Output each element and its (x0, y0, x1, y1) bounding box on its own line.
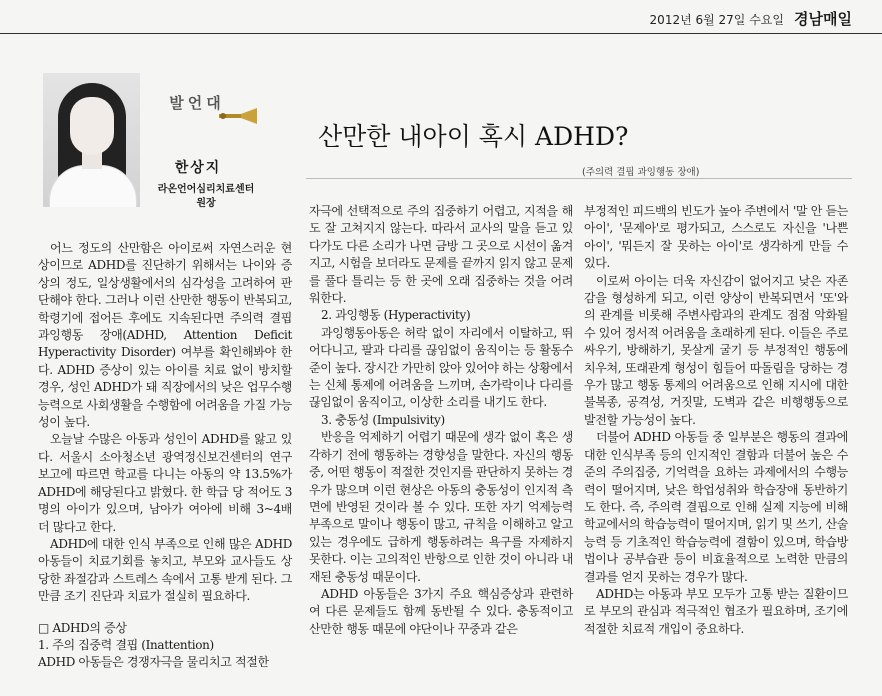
section-heading: □ ADHD의 증상 (38, 620, 127, 635)
paragraph: 더불어 ADHD 아동들 중 일부분은 행동의 결과에 대한 인식부족 등의 인지적인 결함과 더불어 높은 수준의 주의집중, 기억력을 요하는 과제에서의 수행능력이 떨어지며, 낮은 학업성취와 학습장애 동반하기도 한다. 즉, 주의력 결핍으로 인해 실제 지능에 비해 학교에서의 학습능력이 떨어지며, 읽기 및 쓰기, 산술능력 등 기초적인 학습능력에 결함이 있으며, 학습방법이나 공부습관 등이 비효율적으로 노력한 만큼의 결과를 얻지 못하는 경우가 많다. (584, 430, 848, 584)
headline-divider (306, 178, 852, 179)
paragraph: 이로써 아이는 더욱 자신감이 없어지고 낮은 자존감을 형성하게 되고, 이런 양상이 반복되면서 '또'와의 관계를 비롯해 주변사람과의 관계도 점점 악화될 수 있어 정서적 어려움을 초래하게 된다. 이들은 주로 싸우기, 방해하기, 못살게 굴기 등 부정적인 행동에 치우쳐, 또래관계 형성이 힘들어 따돌림을 당하는 경우가 많고 행동 통제의 어려움으로 인해 지시에 대한 불복종, 공격성, 거짓말, 도벽과 같은 비행행동으로 발전할 가능성이 높다. (584, 273, 848, 427)
article-column-2 (309, 203, 573, 638)
subsection-heading: 2. 과잉행동 (Hyperactivity) (321, 308, 471, 323)
article-headline: 산만한 내아이 혹시 ADHD? (318, 122, 629, 151)
author-org-line: 라온언어심리치료센터 (157, 184, 255, 195)
paragraph: 오늘날 수많은 아동과 성인이 ADHD를 앓고 있다. 서울시 소아청소년 광역정신보건센터의 연구 보고에 따르면 학교를 다니는 아동의 약 13.5%가 ADHD에 해당된다고 밝혔다. 한 학급 당 적어도 3명의 아이가 있으며, 남아가 여아에 비해 3~4배 더 많다고 한다. (38, 432, 292, 534)
article-column-3 (584, 203, 848, 638)
paragraph: ADHD 아동들은 경쟁자극을 물리치고 적절한 (38, 655, 269, 670)
article-subhead: (주의력 결핍 과잉행동 장애) (582, 167, 700, 178)
masthead-divider (0, 33, 882, 34)
author-title-line: 원장 (196, 198, 216, 209)
article-column-1 (38, 240, 292, 672)
publication-date: 2012년 6월 27일 수요일 (649, 13, 784, 27)
paragraph: 과잉행동아동은 허락 없이 자리에서 이탈하고, 뛰어다니고, 팔과 다리를 끊임없이 움직이는 등 활동수준이 높다. 장시간 가만히 앉아 있어야 하는 상황에서는 신체 통제에 어려움을 느끼며, 손가락이나 다리를 끊임없이 움직이고, 이상한 소리를 내기도 한다. (309, 325, 573, 410)
paragraph: 어느 정도의 산만함은 아이로써 자연스러운 현상이므로 ADHD를 진단하기 위해서는 나이와 증상의 정도, 일상생활에서의 심각성을 고려하여 판단해야 한다. 그러나 이런 산만한 행동이 반복되고, 학령기에 접어든 후에도 지속된다면 주의력 결핍 과잉행동 장애(ADHD, Attention Deficit Hyperactivity Disorder) 여부를 확인해봐야 한다. ADHD 증상이 있는 아이를 치료 없이 방치할 경우, 성인 ADHD가 돼 직장에서의 낮은 업무수행 능력으로 사회생활을 수행함에 어려움을 가질 가능성이 높다. (38, 241, 292, 430)
subsection-heading: 1. 주의 집중력 결핍 (Inattention) (38, 637, 214, 652)
subsection-heading: 3. 충동성 (Impulsivity) (321, 412, 445, 427)
newspaper-name: 경남매일 (794, 10, 852, 28)
author-photo (43, 73, 140, 207)
paragraph: ADHD에 대한 인식 부족으로 인해 많은 ADHD 아동들이 치료기회를 놓치고, 부모와 교사들도 상당한 좌절감과 스트레스 속에서 고통 받게 된다. 그만큼 조기 진단과 치료가 절실히 필요하다. (38, 536, 292, 604)
column-name: 발언대 (169, 94, 225, 112)
paragraph: 자극에 선택적으로 주의 집중하기 어렵고, 지적을 해도 잘 고쳐지지 않는다. 따라서 교사의 말을 듣고 있다가도 다른 소리가 나면 금방 그 곳으로 시선이 옮겨지고, 시험을 보더라도 문제를 끝까지 읽지 않고 문제를 풀다 틀리는 등 한 곳에 오래 집중하는 것을 어려워한다. (309, 204, 573, 306)
trumpet-icon (217, 107, 261, 125)
paragraph: ADHD는 아동과 부모 모두가 고통 받는 질환이므로 부모의 관심과 적극적인 협조가 필요하며, 조기에 적절한 치료적 개입이 중요하다. (584, 586, 848, 636)
author-affiliation (150, 183, 262, 211)
paragraph: ADHD 아동들은 3가지 주요 핵심증상과 관련하여 다른 문제들도 함께 동반될 수 있다. 충동적이고 산만한 행동 때문에 야단이나 꾸중과 같은 (309, 586, 573, 636)
author-name: 한상지 (174, 160, 222, 176)
paragraph: 부정적인 피드백의 빈도가 높아 주변에서 '말 안 듣는 아이', '문제아'로 평가되고, 스스로도 자신을 '나쁜 아이', '뭐든지 잘 못하는 아이'로 생각하게 만들 수 있다. (584, 204, 848, 271)
masthead (0, 0, 882, 34)
paragraph: 반응을 억제하기 어렵기 때문에 생각 없이 혹은 생각하기 전에 행동하는 경향성을 말한다. 자신의 행동 중, 어떤 행동이 적절한 것인지를 판단하지 못하는 경우가 많으며 이런 현상은 아동의 충동성이 인지적 측면에 반영된 것이라 볼 수 있다. 또한 자기 억제능력 부족으로 말이나 행동이 많고, 규칙을 이해하고 알고 있는 경우에도 급하게 행동하려는 욕구를 자제하지 못한다. 이는 고의적인 반항으로 인한 것이 아니라 내재된 충동성 때문이다. (309, 430, 573, 584)
